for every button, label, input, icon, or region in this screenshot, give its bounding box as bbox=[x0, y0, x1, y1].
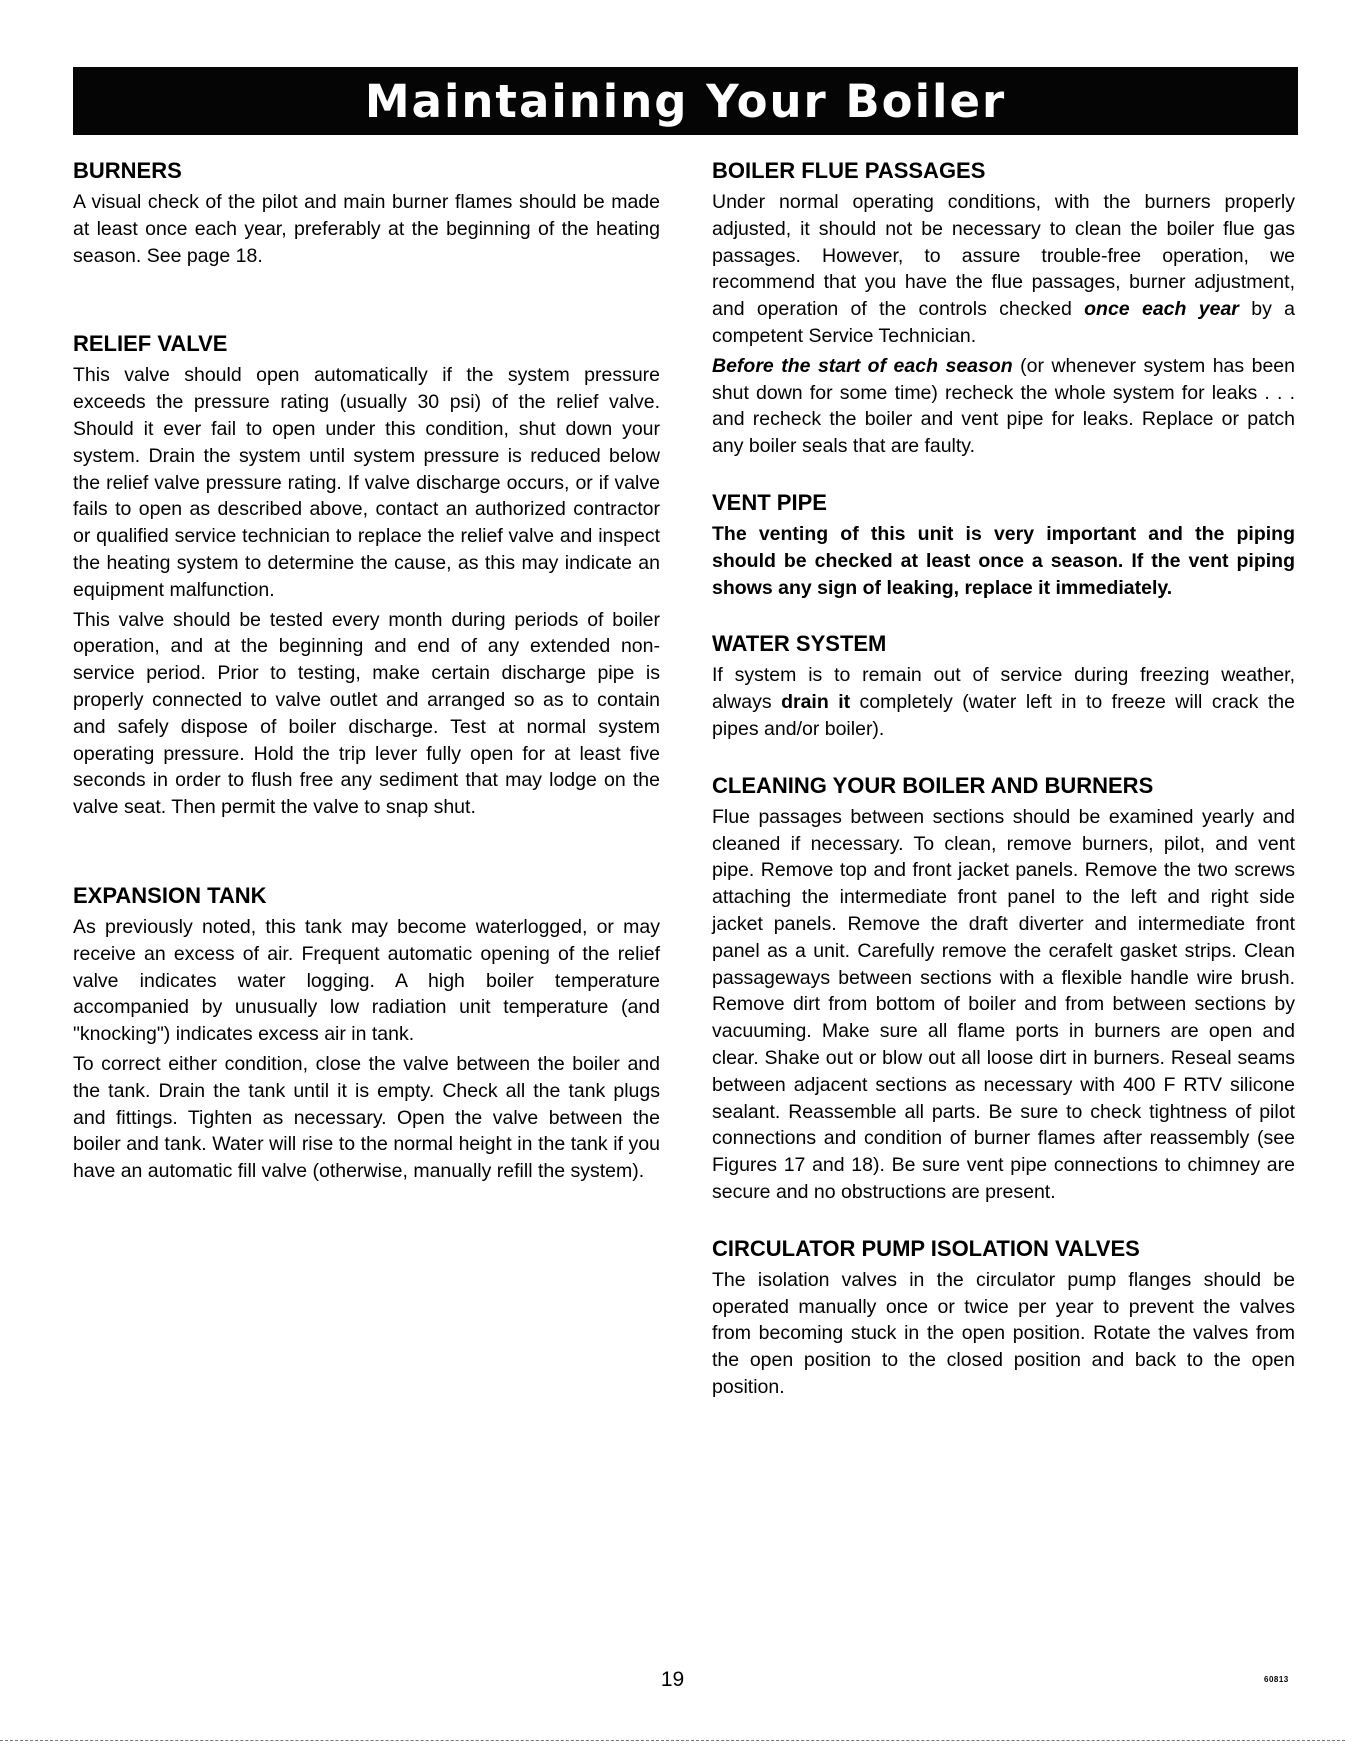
section-cleaning bbox=[712, 773, 1295, 1206]
section-heading: BOILER FLUE PASSAGES bbox=[712, 158, 986, 183]
text-run: (or whenever system has been shut down for some time) recheck the whole system for leaks . . . and recheck the boiler and vent pipe for leaks. Replace or patch any boiler seals that are faulty. bbox=[712, 354, 1295, 458]
right-column bbox=[712, 158, 1295, 1404]
bottom-divider bbox=[0, 1740, 1345, 1741]
section-boiler-flue-passages bbox=[712, 158, 1295, 460]
page-number: 19 bbox=[660, 1668, 685, 1691]
section-vent-pipe bbox=[712, 490, 1295, 601]
emphasis-text: once each year bbox=[1084, 298, 1239, 321]
paragraph: As previously noted, this tank may become waterlogged, or may receive an excess of air. Frequent automatic opening of the relief valve indicates water logging. A high boiler temperature accompanied by unusually low radiation unit temperature (and "knocking") indicates excess air in tank. bbox=[73, 915, 660, 1046]
section-heading: RELIEF VALVE bbox=[73, 331, 228, 357]
paragraph: Flue passages between sections should be examined yearly and cleaned if necessary. To clean, remove burners, pilot, and vent pipe. Remove top and front jacket panels. Remove the two screws attaching the intermediate front panel to the left and right side jacket panels. Remove the draft diverter and intermediate front panel as a unit. Carefully remove the cerafelt gasket strips. Clean passageways between sections with a flexible handle wire brush. Remove dirt from bottom of boiler and from between sections by vacuuming. Make sure all flame ports in burners are open and clear. Shake out or blow out all loose dirt in burners. Reseal seams between adjacent sections as necessary with 400 F RTV silicone sealant. Reassemble all parts. Be sure to check tightness of pilot connections and condition of burner flames after reassembly (see Figures 17 and 18). Be sure vent pipe connections to chimney are secure and no obstructions are present. bbox=[712, 805, 1295, 1203]
paragraph bbox=[712, 662, 1295, 742]
page-title: Maintaining Your Boiler bbox=[364, 74, 1007, 128]
section-heading: WATER SYSTEM bbox=[712, 631, 887, 657]
text-run: completely (water left in to freeze will crack the pipes and/or boiler). bbox=[712, 691, 1295, 740]
section-circulator-pump bbox=[712, 1236, 1295, 1401]
section-heading: CLEANING YOUR BOILER AND BURNERS bbox=[712, 772, 1154, 798]
section-expansion-tank bbox=[73, 883, 660, 1185]
section-water-system bbox=[712, 631, 1295, 742]
warning-paragraph: The venting of this unit is very important and the piping should be checked at least once a season. If the vent piping shows any sign of leaking, replace it immediately. bbox=[712, 522, 1295, 599]
text-run: Under normal operating conditions, with the burners properly adjusted, it should not be necessary to clean the boiler flue gas passages. However, to assure trouble-free operation, we recommend that you have the flue passages, burner adjustment, and operation of the controls checked bbox=[712, 191, 1295, 321]
page-header-banner bbox=[73, 67, 1298, 135]
paragraph: A visual check of the pilot and main burner flames should be made at least once each year, preferably at the beginning of the heating season. See page 18. bbox=[73, 191, 660, 267]
text-run: by a competent Service Technician. bbox=[712, 298, 1295, 347]
section-heading: VENT PIPE bbox=[712, 489, 827, 515]
paragraph: The isolation valves in the circulator pump flanges should be operated manually once or twice per year to prevent the valves from becoming stuck in the open position. Rotate the valves from the open position to the closed position and back to the open position. bbox=[712, 1268, 1295, 1398]
section-heading: EXPANSION TANK bbox=[73, 882, 267, 908]
paragraph: To correct either condition, close the valve between the boiler and the tank. Drain the tank until it is empty. Check all the tank plugs and fittings. Tighten as necessary. Open the valve between the boiler and tank. Water will rise to the normal height in the tank if you have an automatic fill valve (otherwise, manually refill the system). bbox=[73, 1052, 660, 1183]
left-column bbox=[73, 158, 660, 1188]
paragraph bbox=[712, 189, 1295, 350]
part-code: 60813 bbox=[1264, 1675, 1289, 1684]
paragraph: This valve should open automatically if the system pressure exceeds the pressure rating (usually 30 psi) of the relief valve. Should it ever fail to open under this condition, shut down your system. Drain the system until system pressure is reduced below the relief valve pressure rating. If valve discharge occurs, or if valve fails to open as described above, contact an authorized contractor or qualified service technician to replace the relief valve and inspect the heating system to determine the cause, as this may indicate an equipment malfunction. bbox=[73, 364, 660, 601]
strong-text: drain it bbox=[781, 691, 851, 714]
emphasis-text: Before the start of each season bbox=[712, 354, 1013, 377]
paragraph bbox=[712, 353, 1295, 460]
paragraph: This valve should be tested every month during periods of boiler operation, and at the beginning and end of any extended non-service period. Prior to testing, make certain discharge pipe is properly connected to valve outlet and arranged so as to contain and safely dispose of boiler discharge. Test at normal system operating pressure. Hold the trip lever fully open for at least five seconds in order to flush free any sediment that may lodge on the valve seat. Then permit the valve to snap shut. bbox=[73, 608, 660, 819]
section-heading: CIRCULATOR PUMP ISOLATION VALVES bbox=[712, 1235, 1140, 1261]
section-heading: BURNERS bbox=[73, 158, 182, 183]
text-run: If system is to remain out of service during freezing weather, always bbox=[712, 664, 1295, 714]
section-burners bbox=[73, 158, 660, 269]
section-relief-valve bbox=[73, 331, 660, 821]
